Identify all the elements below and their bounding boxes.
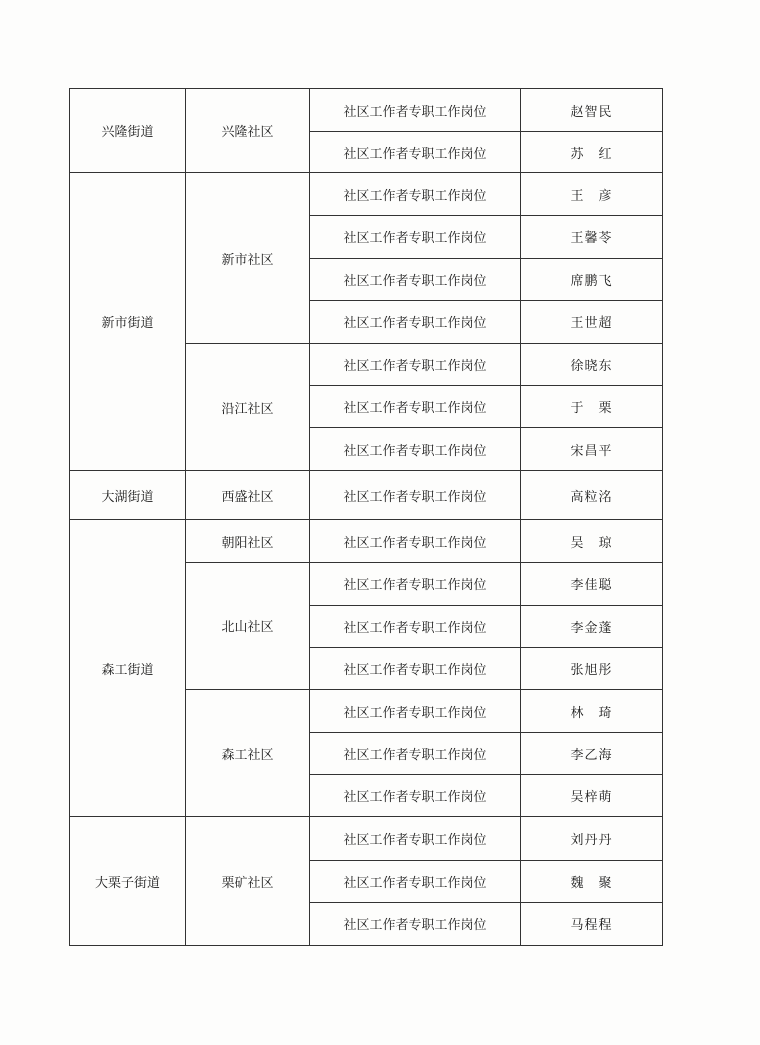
- community-cell: 北山社区: [186, 562, 310, 689]
- street-cell: 大栗子街道: [70, 817, 186, 946]
- name-cell: 魏 聚: [521, 860, 663, 902]
- position-cell: 社区工作者专职工作岗位: [310, 258, 521, 300]
- name-cell: 李乙海: [521, 733, 663, 775]
- position-cell: 社区工作者专职工作岗位: [310, 300, 521, 343]
- position-cell: 社区工作者专职工作岗位: [310, 860, 521, 902]
- position-cell: 社区工作者专职工作岗位: [310, 173, 521, 216]
- position-cell: 社区工作者专职工作岗位: [310, 89, 521, 132]
- name-cell: 王馨苓: [521, 216, 663, 258]
- name-cell: 高粒洺: [521, 471, 663, 520]
- name-cell: 马程程: [521, 902, 663, 945]
- name-cell: 吴梓萌: [521, 775, 663, 817]
- name-cell: 王世超: [521, 300, 663, 343]
- position-cell: 社区工作者专职工作岗位: [310, 471, 521, 520]
- position-cell: 社区工作者专职工作岗位: [310, 690, 521, 733]
- name-cell: 席鹏飞: [521, 258, 663, 300]
- name-cell: 苏 红: [521, 132, 663, 173]
- position-cell: 社区工作者专职工作岗位: [310, 605, 521, 647]
- name-cell: 刘丹丹: [521, 817, 663, 860]
- table-row: [70, 520, 663, 562]
- street-cell: 大湖街道: [70, 471, 186, 520]
- staff-roster-table: [69, 88, 663, 946]
- community-cell: 新市社区: [186, 173, 310, 344]
- table-row: [70, 89, 663, 132]
- name-cell: 赵智民: [521, 89, 663, 132]
- community-cell: 西盛社区: [186, 471, 310, 520]
- name-cell: 吴 琼: [521, 520, 663, 562]
- table-row: [70, 471, 663, 520]
- name-cell: 宋昌平: [521, 428, 663, 471]
- community-cell: 朝阳社区: [186, 520, 310, 562]
- street-cell: 森工街道: [70, 520, 186, 817]
- name-cell: 李佳聪: [521, 562, 663, 605]
- name-cell: 于 栗: [521, 385, 663, 427]
- table-row: [70, 173, 663, 216]
- name-cell: 张旭彤: [521, 647, 663, 689]
- position-cell: 社区工作者专职工作岗位: [310, 343, 521, 385]
- name-cell: 王 彦: [521, 173, 663, 216]
- community-cell: 沿江社区: [186, 343, 310, 470]
- name-cell: 徐晓东: [521, 343, 663, 385]
- position-cell: 社区工作者专职工作岗位: [310, 817, 521, 860]
- community-cell: 森工社区: [186, 690, 310, 817]
- position-cell: 社区工作者专职工作岗位: [310, 775, 521, 817]
- position-cell: 社区工作者专职工作岗位: [310, 385, 521, 427]
- position-cell: 社区工作者专职工作岗位: [310, 428, 521, 471]
- position-cell: 社区工作者专职工作岗位: [310, 132, 521, 173]
- street-cell: 兴隆街道: [70, 89, 186, 173]
- position-cell: 社区工作者专职工作岗位: [310, 733, 521, 775]
- name-cell: 林 琦: [521, 690, 663, 733]
- position-cell: 社区工作者专职工作岗位: [310, 562, 521, 605]
- street-cell: 新市街道: [70, 173, 186, 471]
- table-row: [70, 817, 663, 860]
- roster-body: [70, 89, 663, 946]
- community-cell: 栗矿社区: [186, 817, 310, 946]
- community-cell: 兴隆社区: [186, 89, 310, 173]
- position-cell: 社区工作者专职工作岗位: [310, 520, 521, 562]
- position-cell: 社区工作者专职工作岗位: [310, 902, 521, 945]
- position-cell: 社区工作者专职工作岗位: [310, 647, 521, 689]
- position-cell: 社区工作者专职工作岗位: [310, 216, 521, 258]
- name-cell: 李金蓬: [521, 605, 663, 647]
